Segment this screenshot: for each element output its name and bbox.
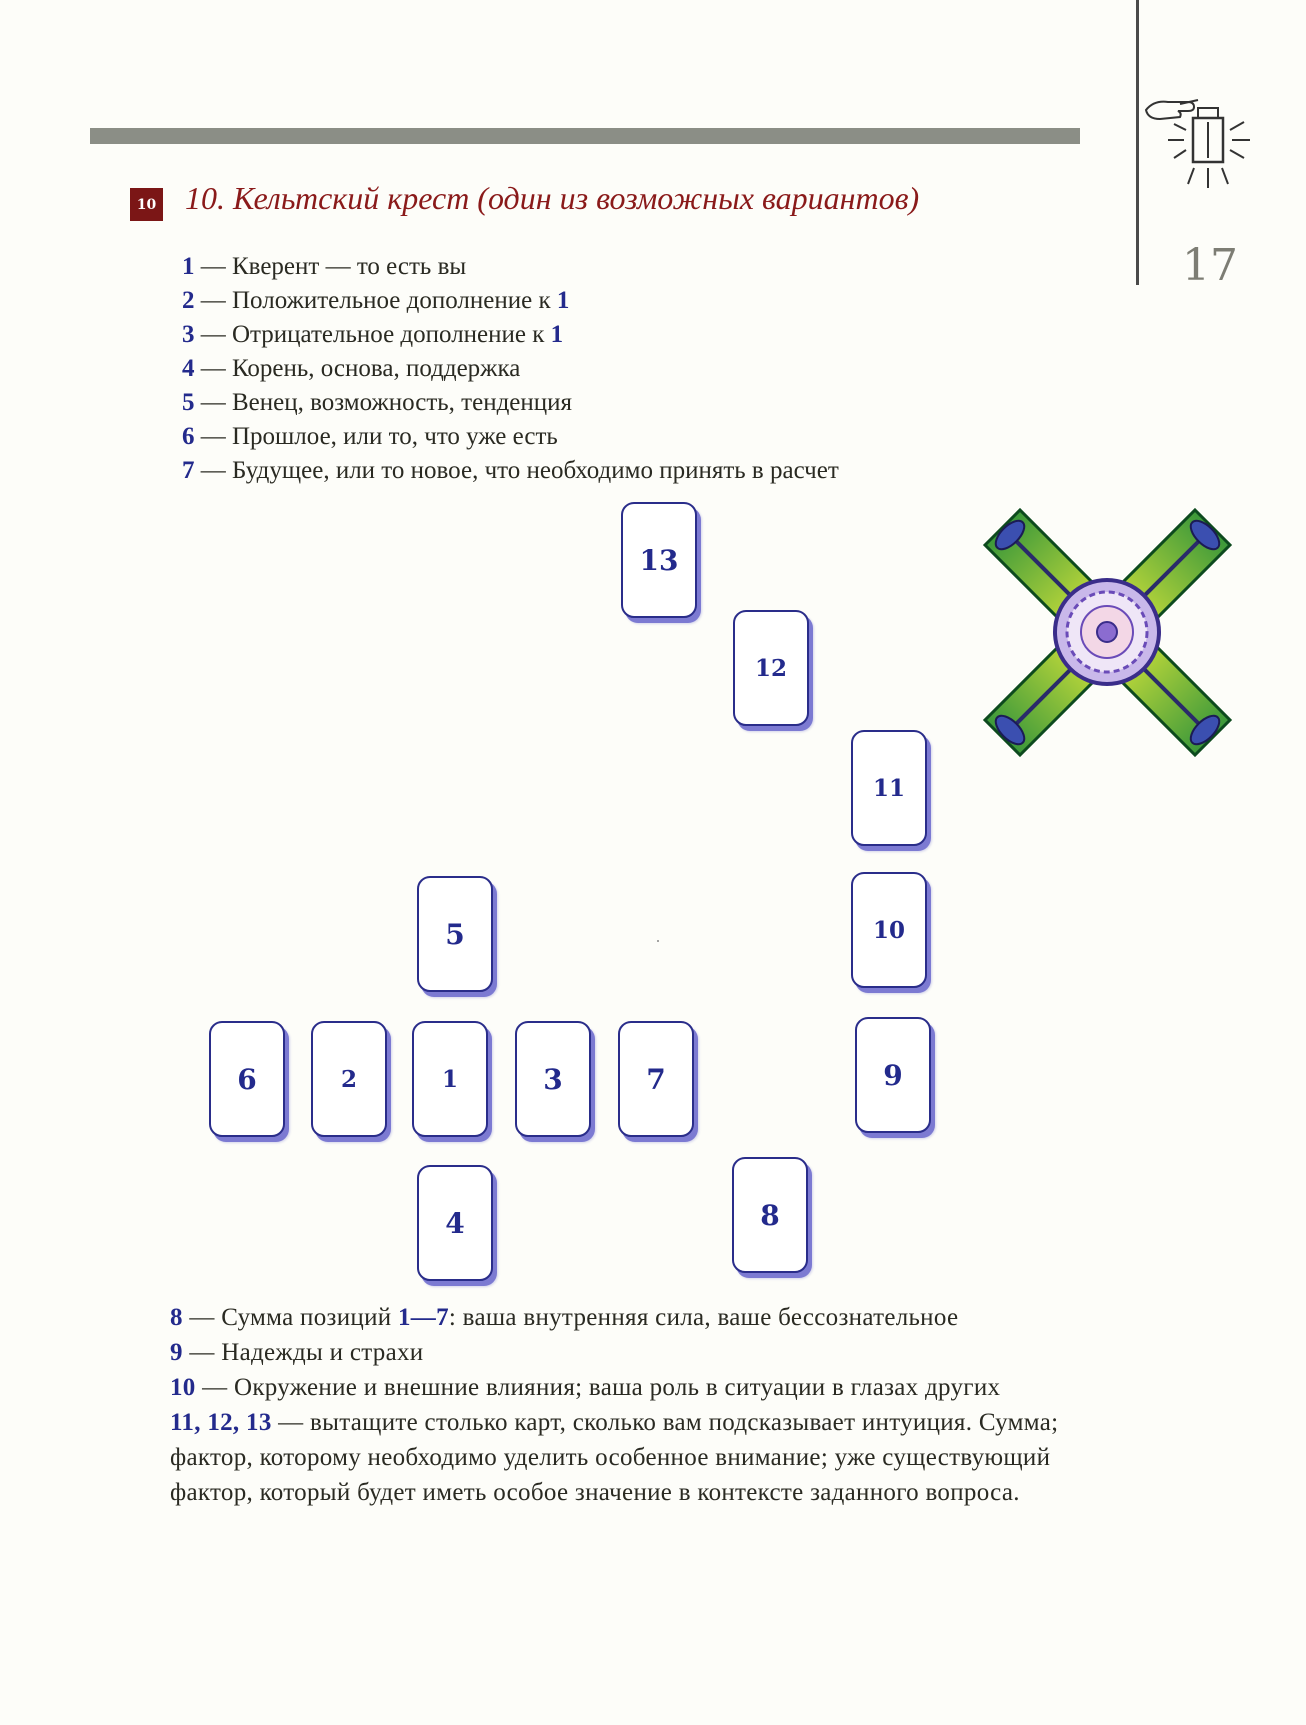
legend-item: 6 — Прошлое, или то, что уже есть [182,423,558,450]
legend-bottom [170,1300,1090,1510]
legend-paragraph: 10 — Окружение и внешние влияния; ваша роль в ситуации в глазах других [170,1374,1001,1401]
legend-item: 1 — Кверент — то есть вы [182,253,467,280]
legend-item: 4 — Корень, основа, поддержка [182,355,521,382]
card-4: 4 [417,1165,493,1281]
card-3: 3 [515,1021,591,1137]
card-1: 1 [412,1021,488,1137]
card-9: 9 [855,1017,931,1133]
card-11: 11 [851,730,927,846]
legend-item: 3 — Отрицательное дополнение к 1 [182,321,564,348]
header-bar [90,128,1080,144]
legend-item: 2 — Положительное дополнение к 1 [182,287,570,314]
card-8: 8 [732,1157,808,1273]
legend-item: 5 — Венец, возможность, тенденция [182,389,573,416]
section-title: 10. Кельтский крест (один из возможных вариантов) [185,180,920,216]
legend-paragraph: 9 — Надежды и страхи [170,1339,424,1366]
card-10: 10 [851,872,927,988]
card-6: 6 [209,1021,285,1137]
chapter-badge: 10 [130,188,163,221]
legend-top [182,250,1082,488]
legend-paragraph: 8 — Сумма позиций 1—7: ваша внутренняя сила, ваше бессознательное [170,1304,959,1331]
celtic-cross-ornament-icon [980,505,1235,760]
legend-item: 7 — Будущее, или то новое, что необходимо принять в расчет [182,457,839,484]
card-5: 5 [417,876,493,992]
pointing-hand-lamp-icon [1138,88,1258,208]
stray-dot [657,940,659,942]
page-number: 17 [1182,240,1238,291]
legend-paragraph: 11, 12, 13 — вытащите столько карт, сколько вам подсказывает интуиция. Сумма; фактор, которому необходимо уделить особенное внимание; уже существующий фактор, который будет иметь особое значение в контексте заданного вопроса. [170,1409,1059,1506]
card-7: 7 [618,1021,694,1137]
card-2: 2 [311,1021,387,1137]
card-13: 13 [621,502,697,618]
card-12: 12 [733,610,809,726]
